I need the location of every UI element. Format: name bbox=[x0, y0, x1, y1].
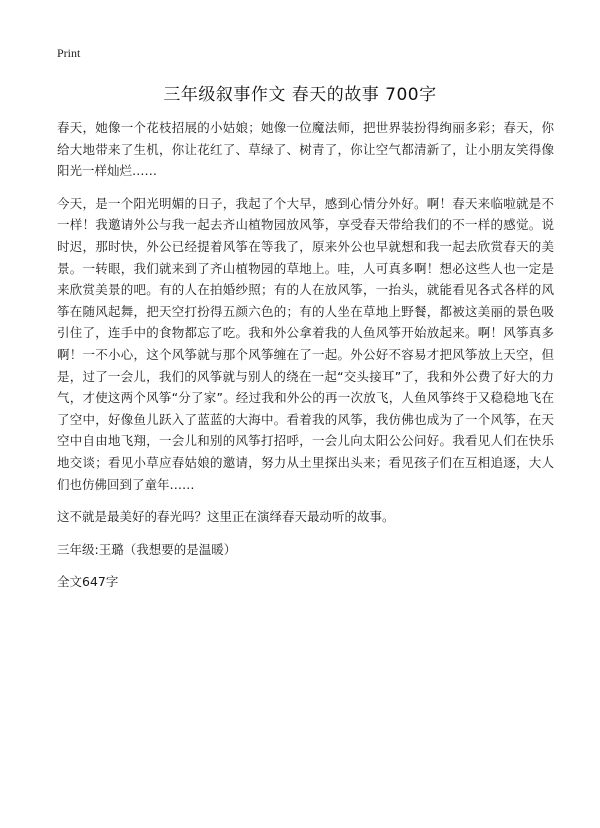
word-count: 全文647字 bbox=[57, 574, 119, 590]
paragraph-conclusion: 这不就是最美好的春光吗？这里正在演绎春天最动听的故事。 bbox=[57, 509, 395, 525]
article-title: 三年级叙事作文 春天的故事 700字 bbox=[163, 85, 437, 105]
article-body bbox=[57, 117, 554, 593]
paragraph-main: 今天，是一个阳光明媚的日子，我起了个大早，感到心情分外好。啊！春天来临啦就是不一样！我邀请外公与我一起去齐山植物园放风筝，享受春天带给我们的不一样的感觉。说时迟，那时快，外公已经提着风筝在等我了，原来外公也早就想和我一起去欣赏春天的美景。一转眼，我们就来到了齐山植物园的草地上。哇，人可真多啊！想必这些人也一定是来欣赏美景的吧。有的人在拍婚纱照；有的人在放风筝，一抬头，就能看见各式各样的风筝在随风起舞，把天空打扮得五颜六色的；有的人坐在草地上野餐，都被这美丽的景色吸引住了，连手中的食物都忘了吃。我和外公拿着我的人鱼风筝开始放起来。啊！风筝真多啊！一不小心，这个风筝就与那个风筝缠在了一起。外公好不容易才把风筝放上天空，但是，过了一会儿，我们的风筝就与别人的绕在一起“交头接耳”了，我和外公费了好大的力气，才使这两个风筝“分了家”。经过我和外公的再一次放飞，人鱼风筝终于又稳稳地飞在了空中，好像鱼儿跃入了蓝蓝的大海中。看着我的风筝，我仿佛也成为了一个风筝，在天空中自由地飞翔，一会儿和别的风筝打招呼，一会儿向太阳公公问好。我看见人们在快乐地交谈；看见小草应春姑娘的邀请，努力从土里探出头来；看见孩子们在互相追逐，大人们也仿佛回到了童年…… bbox=[57, 195, 554, 492]
print-link[interactable]: Print bbox=[57, 46, 81, 60]
paragraph-intro: 春天，她像一个花枝招展的小姑娘；她像一位魔法师，把世界装扮得绚丽多彩；春天，你给大地带来了生机，你让花红了、草绿了、树青了，你让空气都清新了，让小朋友笑得像阳光一样灿烂…… bbox=[57, 120, 554, 179]
author-line: 三年级:王璐（我想要的是温暖） bbox=[57, 541, 237, 557]
